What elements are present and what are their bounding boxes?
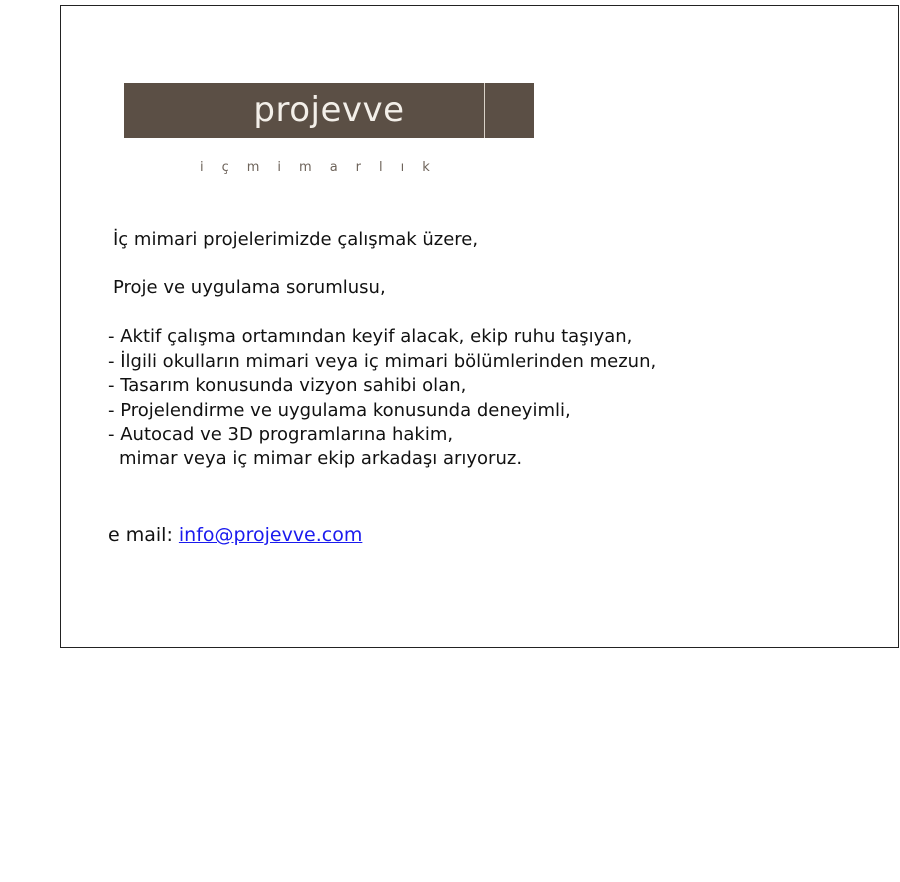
contact-row (108, 523, 362, 547)
requirement-item: - Autocad ve 3D programlarına hakim, (108, 424, 454, 445)
requirement-item: - İlgili okulların mimari veya iç mimari bölümlerinden mezun, (108, 350, 657, 372)
requirement-item: - Aktif çalışma ortamından keyif alacak, ekip ruhu taşıyan, (108, 326, 633, 347)
company-logo (124, 83, 534, 138)
closing-text: mimar veya iç mimar ekip arkadaşı arıyoruz. (119, 448, 523, 469)
logo-tagline: içmimarlık (200, 160, 448, 175)
requirement-item: - Projelendirme ve uygulama konusunda deneyimli, (108, 399, 571, 421)
role-title: Proje ve uygulama sorumlusu, (113, 277, 386, 298)
logo-wordmark: projevve (253, 90, 405, 130)
logo-divider (484, 83, 485, 138)
requirement-item: - Tasarım konusunda vizyon sahibi olan, (108, 375, 467, 396)
intro-text: İç mimari projelerimizde çalışmak üzere, (113, 229, 479, 250)
requirements-list (108, 325, 656, 448)
email-link[interactable]: info@projevve.com (178, 524, 363, 546)
email-label: e mail: (108, 524, 173, 546)
